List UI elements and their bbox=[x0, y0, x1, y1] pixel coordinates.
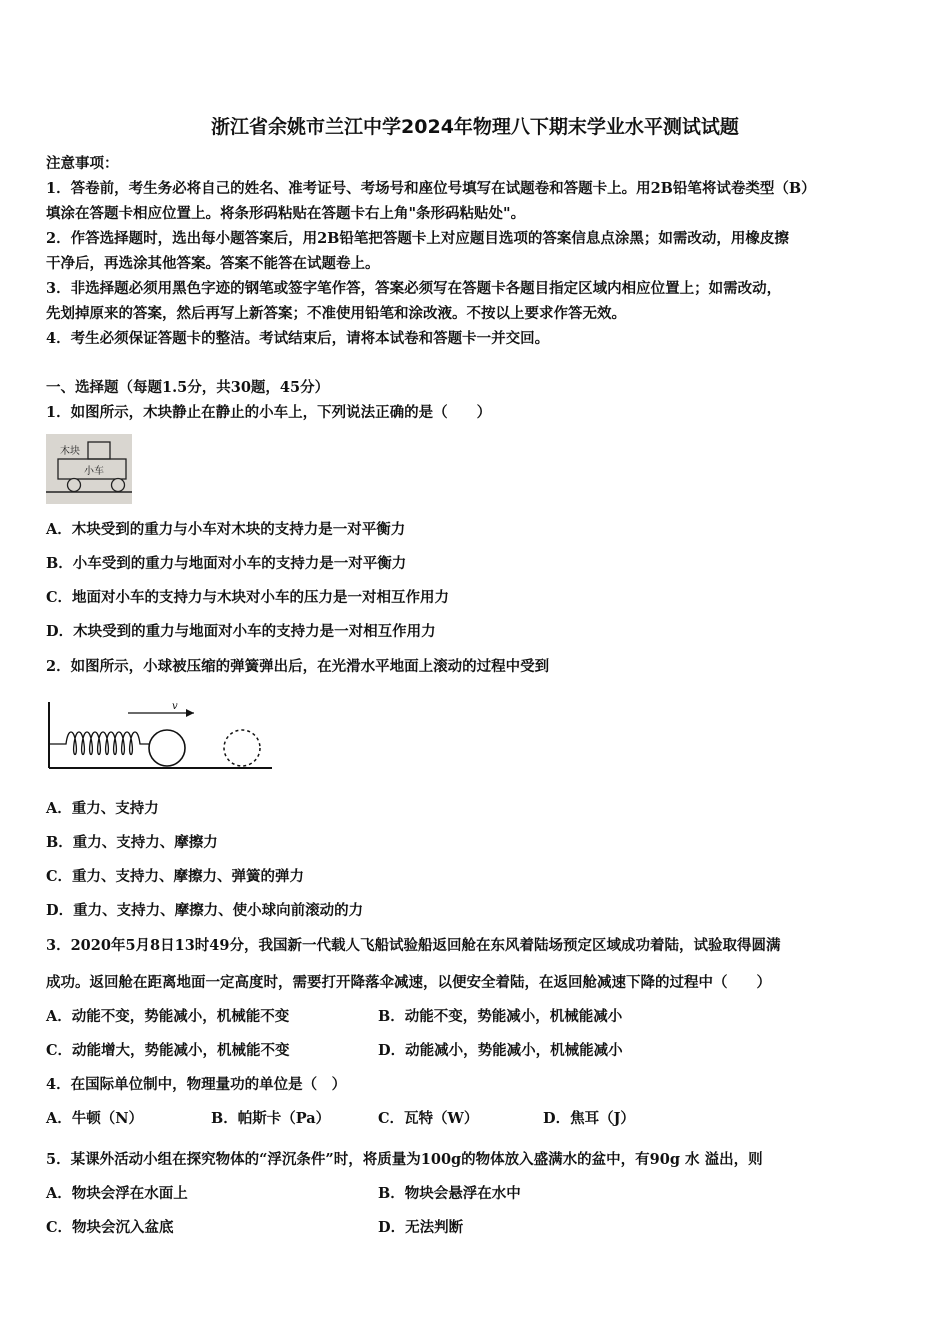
page-title: 浙江省余姚市兰江中学2024年物理八下期末学业水平测试试题 bbox=[211, 116, 739, 138]
notice-line: 填涂在答题卡相应位置上。将条形码粘贴在答题卡右上角"条形码粘贴处"。 bbox=[46, 205, 526, 222]
q3-stem-line2: 成功。返回舱在距离地面一定高度时，需要打开降落伞减速，以便安全着陆，在返回舱减速下降的过程中（ ） bbox=[46, 974, 771, 991]
q5-option-b: B．物块会悬浮在水中 bbox=[378, 1185, 521, 1202]
velocity-arrow-head bbox=[186, 709, 194, 717]
cart-wheel bbox=[68, 479, 81, 492]
q5-stem: 5．某课外活动小组在探究物体的“浮沉条件”时，将质量为100g的物体放入盛满水的盆中，有90g 水 溢出，则 bbox=[46, 1151, 763, 1168]
q4-option-c: C．瓦特（W） bbox=[378, 1110, 479, 1127]
q1-option-d: D．木块受到的重力与地面对小车的支持力是一对相互作用力 bbox=[46, 623, 436, 640]
q4-stem: 4．在国际单位制中，物理量功的单位是（ ） bbox=[46, 1076, 347, 1093]
notice-heading: 注意事项： bbox=[46, 155, 119, 172]
q1-stem: 1．如图所示，木块静止在静止的小车上，下列说法正确的是（ ） bbox=[46, 404, 492, 421]
q4-option-d: D．焦耳（J） bbox=[543, 1110, 635, 1127]
spring-coil bbox=[49, 732, 150, 755]
notice-line: 4．考生必须保证答题卡的整洁。考试结束后，请将本试卷和答题卡一并交回。 bbox=[46, 330, 550, 347]
q2-option-c: C．重力、支持力、摩擦力、弹簧的弹力 bbox=[46, 868, 305, 885]
q5-option-d: D．无法判断 bbox=[378, 1219, 464, 1236]
section-heading: 一、选择题（每题1.5分，共30题，45分） bbox=[46, 379, 330, 396]
notice-line: 2．作答选择题时，选出每小题答案后，用2B铅笔把答题卡上对应题目选项的答案信息点涂黑；如需改动，用橡皮擦 bbox=[46, 230, 789, 247]
notice-line: 1．答卷前，考生务必将自己的姓名、准考证号、考场号和座位号填写在试题卷和答题卡上。用2B铅笔将试卷类型（B） bbox=[46, 180, 816, 197]
q4-option-b: B．帕斯卡（Pa） bbox=[211, 1110, 331, 1127]
ball-shape bbox=[149, 730, 185, 766]
q3-option-a: A．动能不变，势能减小，机械能不变 bbox=[46, 1008, 290, 1025]
notice-line: 干净后，再选涂其他答案。答案不能答在试题卷上。 bbox=[46, 255, 380, 272]
q3-option-b: B．动能不变，势能减小，机械能减小 bbox=[378, 1008, 623, 1025]
q5-option-a: A．物块会浮在水面上 bbox=[46, 1185, 188, 1202]
q3-stem-line1: 3．2020年5月8日13时49分，我国新一代载人飞船试验船返回舱在东风着陆场预定区域成功着陆，试验取得圆满 bbox=[46, 937, 781, 954]
ball-later-position bbox=[224, 730, 260, 766]
block-on-cart-figure bbox=[46, 434, 132, 504]
q1-option-c: C．地面对小车的支持力与木块对小车的压力是一对相互作用力 bbox=[46, 589, 450, 606]
q4-option-a: A．牛顿（N） bbox=[46, 1110, 144, 1127]
cart-label: 小车 bbox=[84, 466, 104, 477]
q2-option-b: B．重力、支持力、摩擦力 bbox=[46, 834, 218, 851]
q2-stem: 2．如图所示，小球被压缩的弹簧弹出后，在光滑水平地面上滚动的过程中受到 bbox=[46, 658, 550, 675]
q5-option-c: C．物块会沉入盆底 bbox=[46, 1219, 174, 1236]
q3-option-d: D．动能减小，势能减小，机械能减小 bbox=[378, 1042, 623, 1059]
q3-option-c: C．动能增大，势能减小，机械能不变 bbox=[46, 1042, 290, 1059]
velocity-label: v bbox=[172, 701, 178, 712]
notice-line: 先划掉原来的答案，然后再写上新答案；不准使用铅笔和涂改液。不按以上要求作答无效。 bbox=[46, 305, 626, 322]
q1-option-b: B．小车受到的重力与地面对小车的支持力是一对平衡力 bbox=[46, 555, 407, 572]
q1-option-a: A．木块受到的重力与小车对木块的支持力是一对平衡力 bbox=[46, 521, 406, 538]
cart-wheel bbox=[112, 479, 125, 492]
q2-option-d: D．重力、支持力、摩擦力、使小球向前滚动的力 bbox=[46, 902, 364, 919]
block-label: 木块 bbox=[60, 446, 80, 457]
q2-option-a: A．重力、支持力 bbox=[46, 800, 159, 817]
spring-ball-figure bbox=[46, 700, 274, 774]
notice-line: 3．非选择题必须用黑色字迹的钢笔或签字笔作答，答案必须写在答题卡各题目指定区域内相应位置上；如需改动， bbox=[46, 280, 782, 297]
